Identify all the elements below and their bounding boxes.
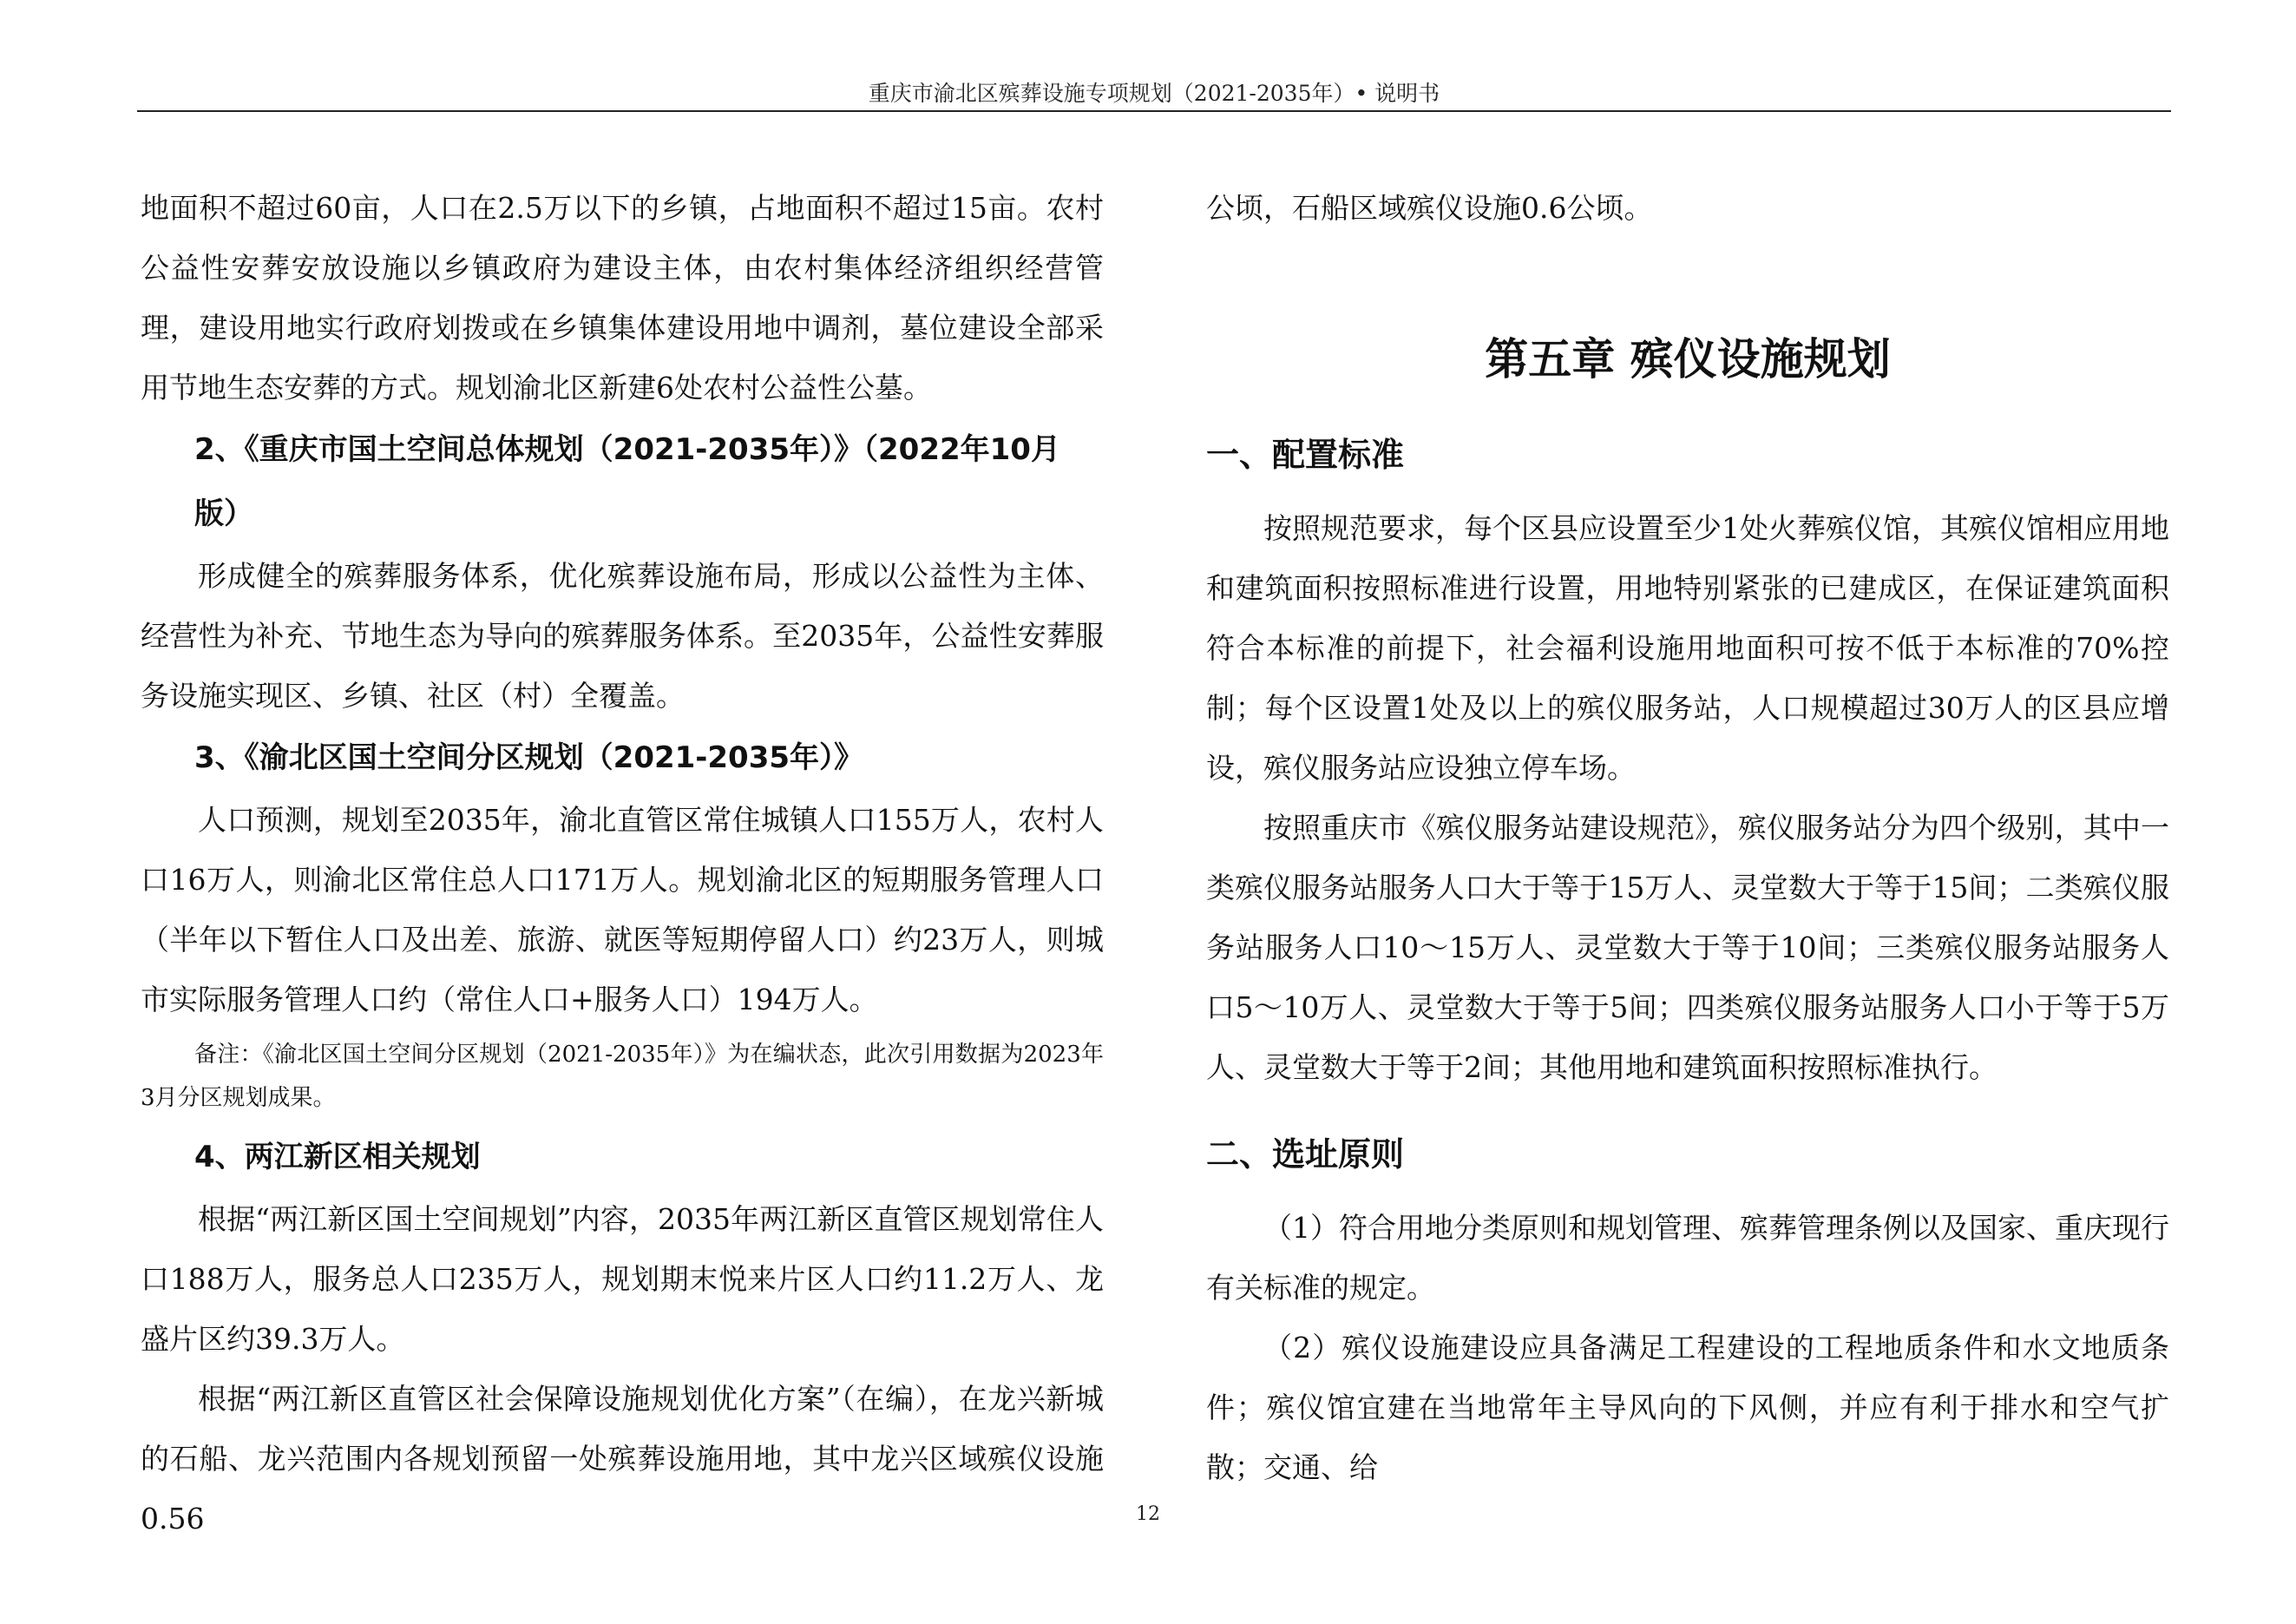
paragraph: 根据“两江新区国土空间规划”内容，2035年两江新区直管区规划常住人口188万人，服务总人口235万人，规划期末悦来片区人口约11.2万人、龙盛片区约39.3万人。 [141, 1202, 1104, 1356]
subheading: 4、两江新区相关规划 [194, 1140, 481, 1174]
paragraph: （1）符合用地分类原则和规划管理、殡葬管理条例以及国家、重庆现行有关标准的规定。 [1206, 1211, 2169, 1305]
chapter-title: 第五章 殡仪设施规划 [1485, 334, 1891, 385]
paragraph: 按照重庆市《殡仪服务站建设规范》，殡仪服务站分为四个级别，其中一类殡仪服务站服务人口大于等于15万人、灵堂数大于等于15间；二类殡仪服务站服务人口10～15万人、灵堂数大于等于10间；三类殡仪服务站服务人口5～10万人、灵堂数大于等于5间；四类殡仪服务站服务人口小于等于5万人、灵堂数大于等于2间；其他用地和建筑面积按照标准执行。 [1206, 811, 2169, 1084]
subheading: 3、《渝北区国土空间分区规划（2021-2035年）》 [194, 740, 864, 775]
paragraph: 形成健全的殡葬服务体系，优化殡葬设施布局，形成以公益性为主体、经营性为补充、节地生态为导向的殡葬服务体系。至2035年，公益性安葬服务设施实现区、乡镇、社区（村）全覆盖。 [141, 559, 1104, 713]
left-column [141, 178, 1104, 1548]
page-number: 12 [1136, 1503, 1160, 1525]
section-heading: 一、配置标准 [1206, 436, 1405, 474]
paragraph: （2）殡仪设施建设应具备满足工程建设的工程地质条件和水文地质条件；殡仪馆宜建在当地常年主导风向的下风侧，并应有利于排水和空气扩散；交通、给 [1206, 1331, 2169, 1484]
paragraph: 人口预测，规划至2035年，渝北直管区常住城镇人口155万人，农村人口16万人，则渝北区常住总人口171万人。规划渝北区的短期服务管理人口（半年以下暂住人口及出差、旅游、就医等短期停留人口）约23万人，则城市实际服务管理人口约（常住人口+服务人口）194万人。 [141, 803, 1104, 1016]
paragraph: 根据“两江新区直管区社会保障设施规划优化方案”（在编），在龙兴新城的石船、龙兴范围内各规划预留一处殡葬设施用地，其中龙兴区域殡仪设施0.56 [141, 1382, 1104, 1535]
section-heading: 二、选址原则 [1206, 1135, 1405, 1174]
document-header: 重庆市渝北区殡葬设施专项规划（2021-2035年）• 说明书 [868, 81, 1440, 106]
paragraph: 按照规范要求，每个区县应设置至少1处火葬殡仪馆，其殡仪馆相应用地和建筑面积按照标准进行设置，用地特别紧张的已建成区，在保证建筑面积符合本标准的前提下，社会福利设施用地面积可按不低于本标准的70%控制；每个区设置1处及以上的殡仪服务站，人口规模超过30万人的区县应增设，殡仪服务站应设独立停车场。 [1206, 511, 2169, 785]
note: 备注：《渝北区国土空间分区规划（2021-2035年）》为在编状态，此次引用数据为2023年3月分区规划成果。 [141, 1042, 1104, 1111]
paragraph: 公顷，石船区域殡仪设施0.6公顷。 [1206, 191, 1653, 225]
subheading: 2、《重庆市国土空间总体规划（2021-2035年）》（2022年10月版） [194, 432, 1060, 531]
header-divider [137, 110, 2171, 112]
right-column [1206, 178, 2169, 1497]
paragraph: 地面积不超过60亩，人口在2.5万以下的乡镇，占地面积不超过15亩。农村公益性安葬安放设施以乡镇政府为建设主体，由农村集体经济组织经营管理，建设用地实行政府划拨或在乡镇集体建设用地中调剂，墓位建设全部采用节地生态安葬的方式。规划渝北区新建6处农村公益性公墓。 [141, 191, 1104, 404]
